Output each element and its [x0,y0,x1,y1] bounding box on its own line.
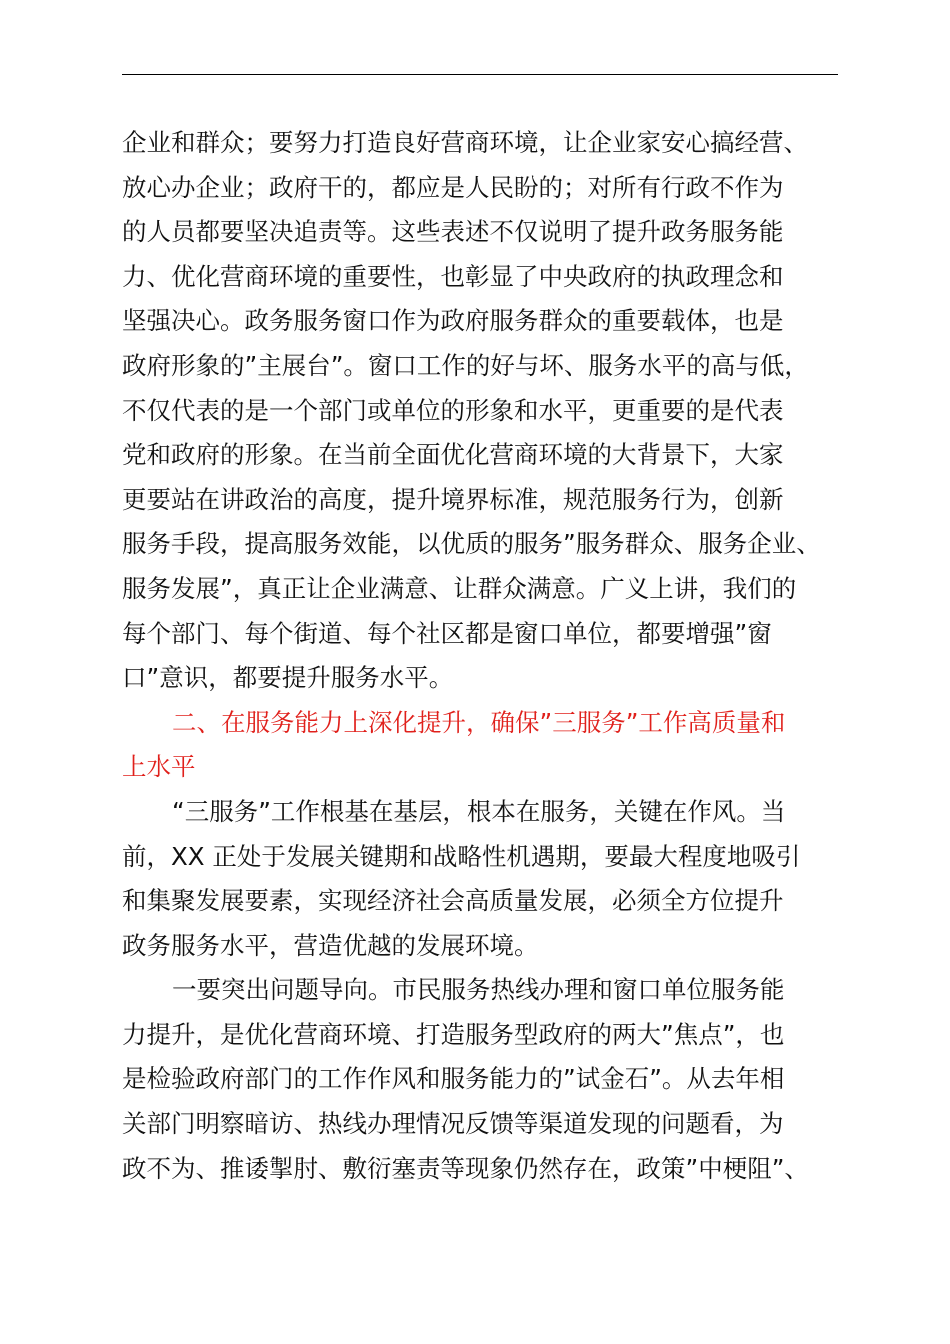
text-line: 的人员都要坚决追责等。这些表述不仅说明了提升政务服务能 [122,217,784,247]
text-line: 服务发展”，真正让企业满意、让群众满意。广义上讲，我们的 [122,573,797,603]
text-line: 党和政府的形象。在当前全面优化营商环境的大背景下，大家 [122,440,784,470]
text-line: 更要站在讲政治的高度，提升境界标准，规范服务行为，创新 [122,484,784,514]
paragraph-start: 一要突出问题导向。市民服务热线办理和窗口单位服务能 [172,975,785,1005]
section-heading-continued: 上水平 [122,752,196,782]
text-line: 坚强决心。政务服务窗口作为政府服务群众的重要载体，也是 [122,306,784,336]
text-line: 每个部门、每个街道、每个社区都是窗口单位，都要增强”窗 [122,618,772,648]
text-line: 力、优化营商环境的重要性，也彰显了中央政府的执政理念和 [122,261,784,291]
text-line: 不仅代表的是一个部门或单位的形象和水平，更重要的是代表 [122,395,784,425]
text-line: 政务服务水平，营造优越的发展环境。 [122,930,539,960]
text-line: 口”意识，都要提升服务水平。 [122,663,454,693]
text-line: 政不为、推诿掣肘、敷衍塞责等现象仍然存在，政策”中梗阻”、 [122,1153,809,1183]
text-line: 前，XX 正处于发展关键期和战略性机遇期，要最大程度地吸引 [122,841,801,871]
text-line: 是检验政府部门的工作作风和服务能力的”试金石”。从去年相 [122,1064,785,1094]
text-line: 企业和群众；要努力打造良好营商环境，让企业家安心搞经营、 [122,128,808,157]
header-rule [122,74,838,75]
text-line: 放心办企业；政府干的，都应是人民盼的；对所有行政不作为 [122,172,784,202]
text-line: 政府形象的”主展台”。窗口工作的好与坏、服务水平的高与低， [122,350,809,380]
document-body [122,121,847,1191]
paragraph-start: “三服务”工作根基在基层，根本在服务，关键在作风。当 [172,796,786,826]
text-line: 力提升，是优化营商环境、打造服务型政府的两大”焦点”，也 [122,1019,785,1049]
section-heading: 二、在服务能力上深化提升，确保”三服务”工作高质量和 [172,707,786,737]
text-line: 和集聚发展要素，实现经济社会高质量发展，必须全方位提升 [122,886,784,916]
text-line: 关部门明察暗访、热线办理情况反馈等渠道发现的问题看，为 [122,1109,784,1139]
text-line: 服务手段，提高服务效能，以优质的服务”服务群众、服务企业、 [122,529,821,559]
